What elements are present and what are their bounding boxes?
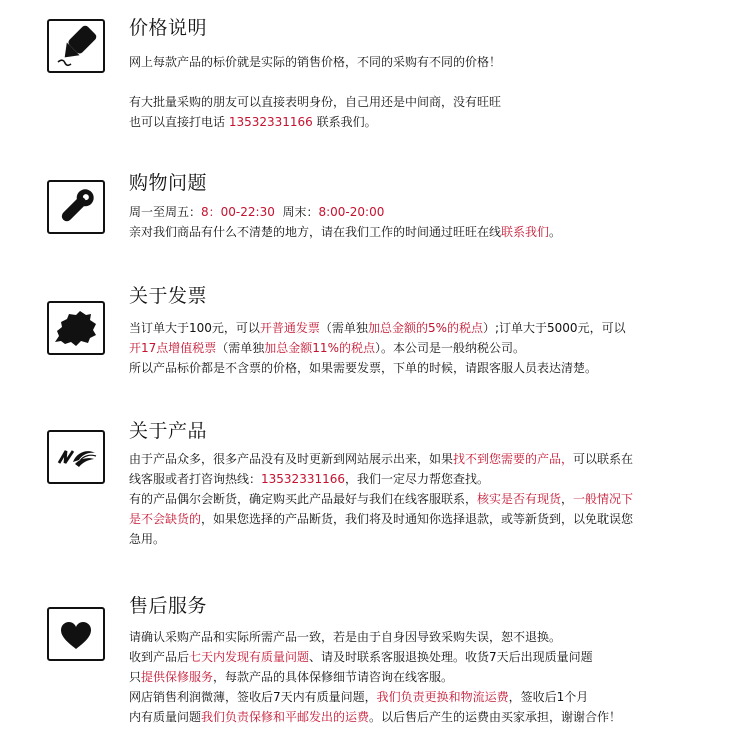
text-line bbox=[129, 92, 501, 112]
highlight-text: 七天内发现有质量问题 bbox=[189, 650, 310, 664]
text-line bbox=[129, 687, 588, 707]
text-segment: ， bbox=[561, 492, 574, 506]
section-title: 价格说明 bbox=[129, 17, 208, 39]
text-segment: 亲对我们商品有什么不清楚的地方，请在我们工作的时间通过旺旺在线 bbox=[129, 225, 502, 239]
heart-icon bbox=[47, 607, 105, 661]
text-segment: ）;订单大于5000元，可以 bbox=[482, 321, 626, 335]
text-segment: 。 bbox=[549, 225, 562, 239]
phone-number: 13532331166 bbox=[228, 115, 313, 129]
text-line bbox=[129, 202, 384, 222]
highlight-text: 开17点增值税票 bbox=[129, 341, 217, 355]
text-segment: 周一至周五： bbox=[129, 205, 202, 219]
wrench-icon bbox=[47, 180, 105, 234]
weekend-hours: 8:00-20:00 bbox=[318, 205, 385, 219]
text-segment: 请确认采购产品和实际所需产品一致，若是由于自身因导致采购失误，恕不退换。 bbox=[129, 630, 562, 644]
text-line bbox=[129, 529, 165, 549]
text-line bbox=[129, 667, 453, 687]
text-line bbox=[129, 489, 633, 509]
text-segment: 所以产品标价都是不含票的价格，如果需要发票，下单的时候，请跟客服人员表达清楚。 bbox=[129, 361, 598, 375]
text-segment: 只 bbox=[129, 670, 142, 684]
phone-number: 13532331166 bbox=[261, 472, 345, 486]
highlight-text: 我们负责更换和物流运费 bbox=[376, 690, 509, 704]
text-segment: （需单独 bbox=[216, 341, 265, 355]
text-segment: 。以后售后产生的运费由买家承担，谢谢合作！ bbox=[369, 710, 622, 724]
text-segment: 内有质量问题 bbox=[129, 710, 202, 724]
text-segment: 有的产品偶尔会断货，确定购买此产品最好与我们在线客服联系， bbox=[129, 492, 478, 506]
highlight-text: 加总金额的5%的税点 bbox=[367, 321, 483, 335]
section-title: 售后服务 bbox=[129, 595, 208, 617]
highlight-text: 加总金额11%的税点 bbox=[264, 341, 375, 355]
text-segment: 周末： bbox=[274, 205, 319, 219]
highlight-text: 开普通发票 bbox=[259, 321, 320, 335]
map-icon bbox=[47, 301, 105, 355]
text-segment: 网店销售利润微薄，签收后7天内有质量问题， bbox=[129, 690, 377, 704]
text-line bbox=[129, 449, 633, 469]
text-segment: （需单独 bbox=[319, 321, 368, 335]
weekday-hours: 8：00-22:30 bbox=[201, 205, 275, 219]
text-segment: 可以联系在 bbox=[573, 452, 634, 466]
text-line bbox=[129, 627, 561, 647]
text-line bbox=[129, 52, 501, 72]
text-line bbox=[129, 707, 621, 727]
text-segment: 线客服或者打咨询热线： bbox=[129, 472, 262, 486]
text-segment: 有大批量采购的朋友可以直接表明身份，自己用还是中间商，没有旺旺 bbox=[129, 95, 502, 109]
text-segment: 收到产品后 bbox=[129, 650, 190, 664]
text-segment: 由于产品众多，很多产品没有及时更新到网站展示出来，如果 bbox=[129, 452, 454, 466]
highlight-text: 一般情况下 bbox=[573, 492, 634, 506]
highlight-text: 核实是否有现货 bbox=[477, 492, 562, 506]
section-title: 关于产品 bbox=[129, 420, 208, 442]
highlight-text: 我们负责保修和平邮发出的运费 bbox=[201, 710, 370, 724]
text-line bbox=[129, 358, 597, 378]
section-title: 购物问题 bbox=[129, 172, 208, 194]
text-segment: ，每款产品的具体保修细节请咨询在线客服。 bbox=[213, 670, 454, 684]
text-segment: ，签收后1个月 bbox=[508, 690, 589, 704]
text-line bbox=[129, 509, 633, 529]
text-segment: ，我们一定尽力帮您查找。 bbox=[345, 472, 490, 486]
text-segment: 急用。 bbox=[129, 532, 166, 546]
brand-logo-icon bbox=[47, 430, 105, 484]
text-line bbox=[129, 647, 593, 667]
text-line bbox=[129, 112, 377, 132]
text-segment: 联系我们。 bbox=[312, 115, 377, 129]
text-segment: 、请及时联系客服退换处理。收货7天后出现质量问题 bbox=[309, 650, 593, 664]
highlight-text: 找不到您需要的产品， bbox=[453, 452, 574, 466]
section-title: 关于发票 bbox=[129, 285, 208, 307]
text-segment: ）。本公司是一般纳税公司。 bbox=[374, 341, 525, 355]
text-line bbox=[129, 469, 489, 489]
text-segment: 也可以直接打电话 bbox=[129, 115, 229, 129]
highlight-text: 提供保修服务 bbox=[141, 670, 214, 684]
text-line bbox=[129, 338, 525, 358]
pen-icon bbox=[47, 19, 105, 73]
text-segment: 当订单大于100元，可以 bbox=[129, 321, 260, 335]
highlight-text: 是不会缺货的 bbox=[129, 512, 202, 526]
text-line bbox=[129, 318, 626, 338]
text-segment: ，如果您选择的产品断货，我们将及时通知你选择退款，或等新货到，以免耽误您 bbox=[201, 512, 634, 526]
contact-us-text: 联系我们 bbox=[501, 225, 550, 239]
text-segment: 网上每款产品的标价就是实际的销售价格，不同的采购有不同的价格！ bbox=[129, 55, 502, 69]
text-line bbox=[129, 222, 561, 242]
